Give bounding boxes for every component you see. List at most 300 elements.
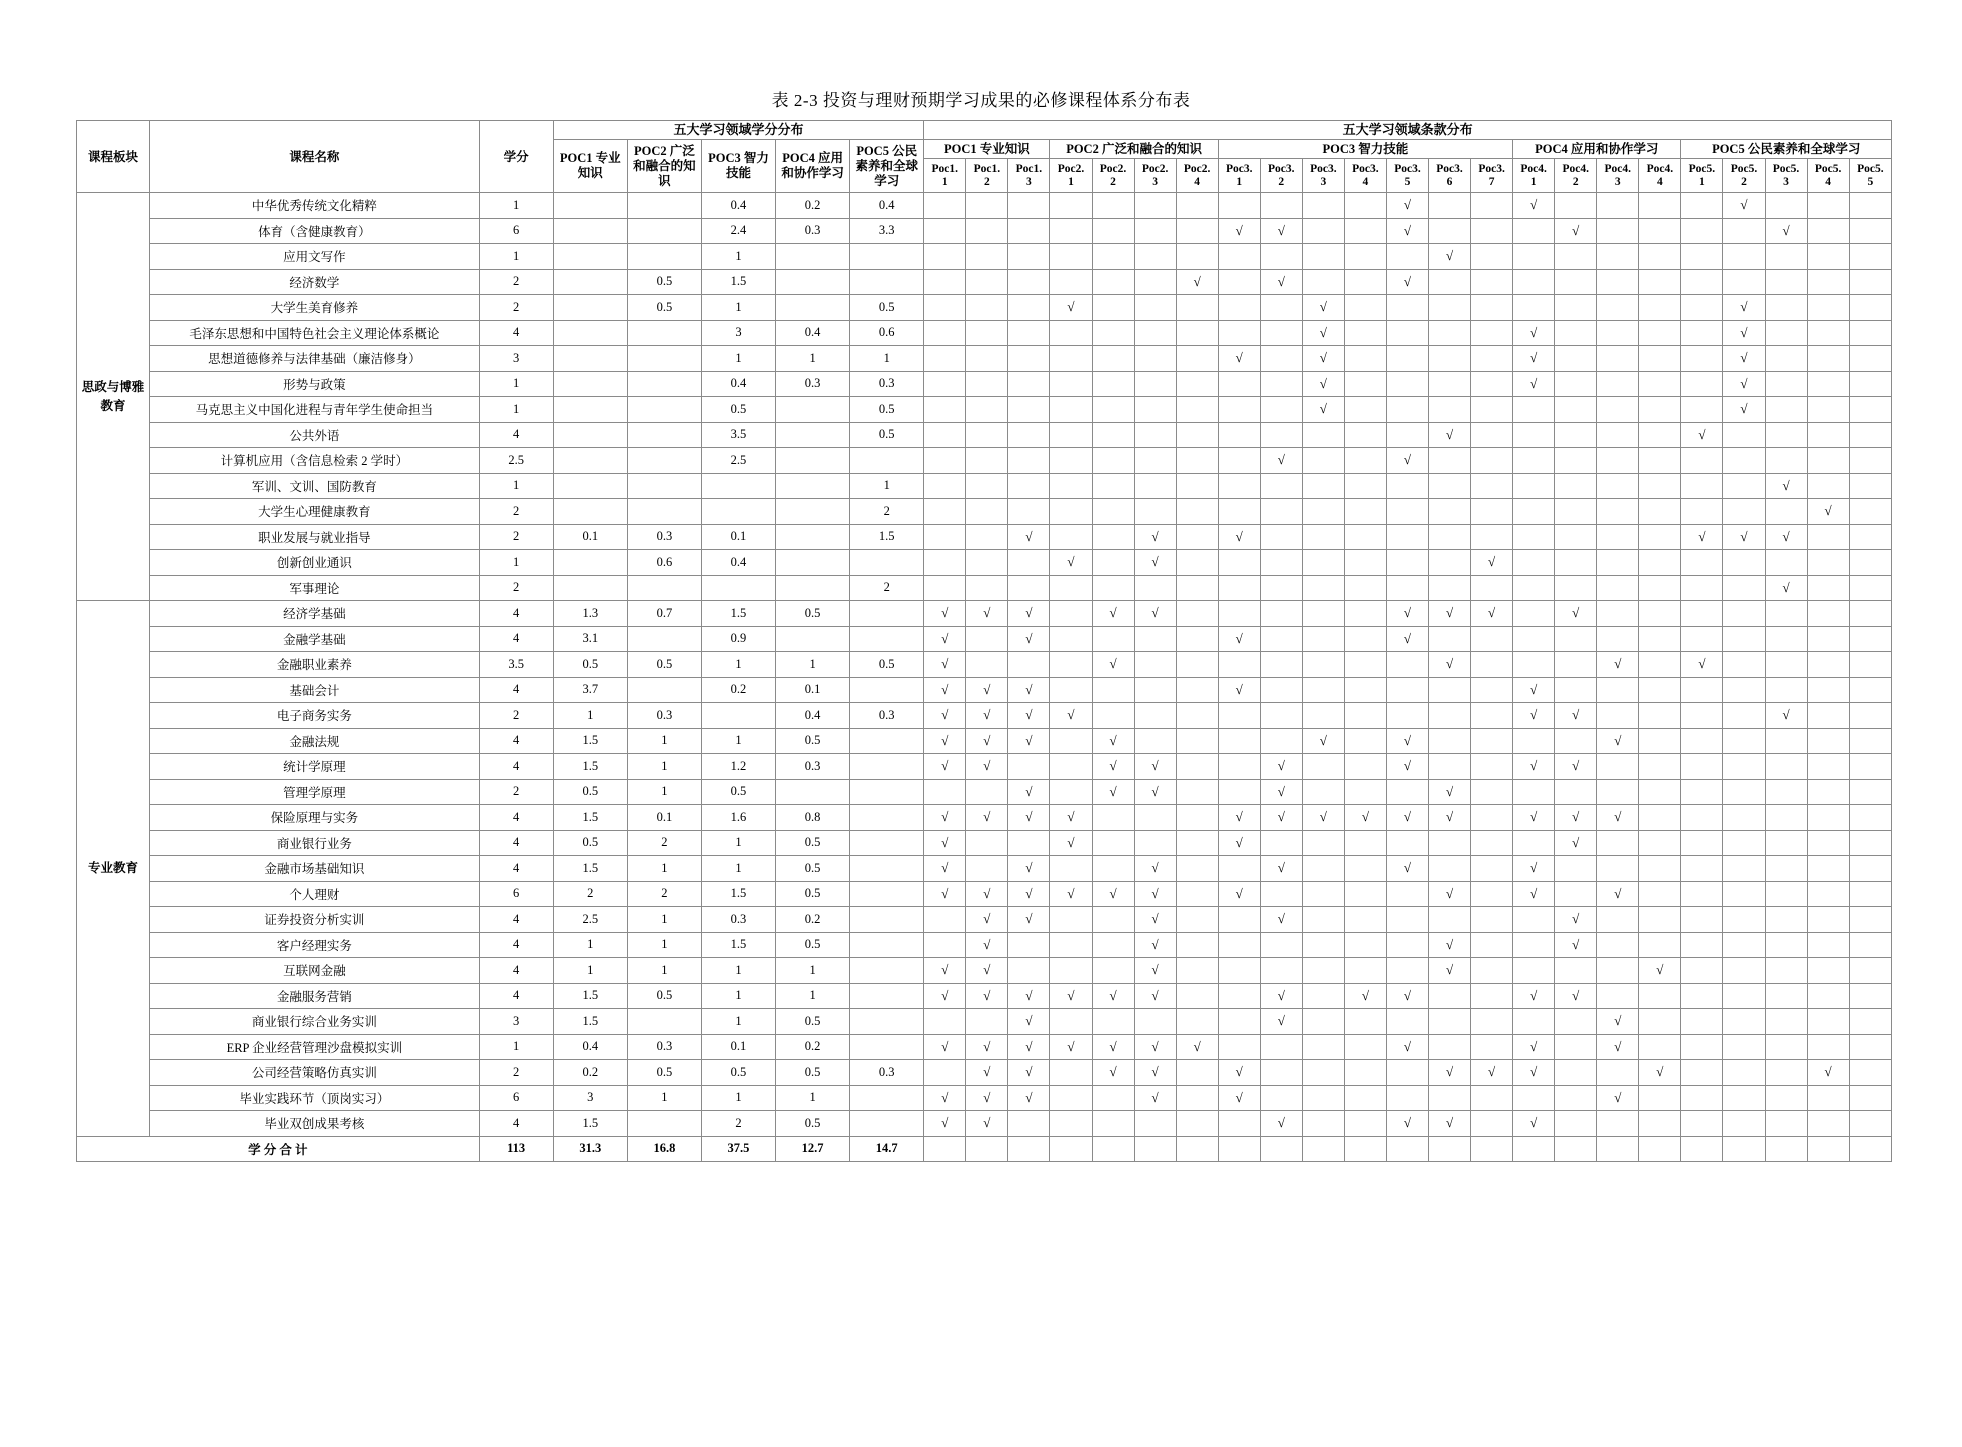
clause-cell: [1723, 1136, 1765, 1161]
check-mark: √: [966, 881, 1008, 907]
credit-poc4-cell: 0.1: [776, 677, 850, 703]
clause-cell: [1050, 856, 1092, 882]
check-mark: √: [1723, 397, 1765, 423]
clause-cell: [966, 830, 1008, 856]
credit-poc5-cell: [850, 550, 924, 576]
clause-cell: [1681, 499, 1723, 525]
clause-cell: [1765, 550, 1807, 576]
check-mark: √: [924, 830, 966, 856]
clause-cell: [1386, 550, 1428, 576]
clause-cell: [966, 371, 1008, 397]
credit-cell: 2: [479, 1060, 553, 1086]
check-mark: √: [1723, 295, 1765, 321]
clause-cell: [924, 193, 966, 219]
clause-cell: [1302, 1136, 1344, 1161]
clause-cell: [1555, 652, 1597, 678]
credit-poc5-cell: [850, 830, 924, 856]
table-row: [77, 907, 1892, 933]
credit-poc2-cell: [627, 193, 701, 219]
clause-cell: [1723, 499, 1765, 525]
credit-poc1-cell: [553, 550, 627, 576]
clause-cell: [966, 295, 1008, 321]
clause-cell: [1681, 626, 1723, 652]
check-mark: √: [1260, 218, 1302, 244]
credit-poc5-cell: [850, 881, 924, 907]
credit-poc2-cell: 1: [627, 958, 701, 984]
clause-cell: [1134, 575, 1176, 601]
course-name-cell: 个人理财: [150, 881, 480, 907]
clause-cell: [1471, 728, 1513, 754]
clause-cell: [1386, 397, 1428, 423]
clause-cell: [1386, 473, 1428, 499]
clause-cell: [1597, 346, 1639, 372]
clause-cell: [1302, 601, 1344, 627]
check-mark: √: [1681, 422, 1723, 448]
clause-cell: [1471, 983, 1513, 1009]
credit-poc5-cell: [850, 677, 924, 703]
total-credit: 113: [479, 1136, 553, 1161]
clause-cell: [1134, 193, 1176, 219]
clause-cell: [1849, 218, 1891, 244]
check-mark: √: [1429, 881, 1471, 907]
clause-cell: [924, 269, 966, 295]
credit-cell: 2: [479, 295, 553, 321]
credit-poc1-cell: 0.5: [553, 779, 627, 805]
clause-cell: [1176, 524, 1218, 550]
check-mark: √: [1513, 983, 1555, 1009]
clause-cell: [1008, 269, 1050, 295]
clause-cell: [1471, 473, 1513, 499]
clause-cell: [1260, 524, 1302, 550]
clause-cell: [1008, 958, 1050, 984]
clause-cell: [1218, 958, 1260, 984]
clause-cell: [1597, 269, 1639, 295]
credit-poc2-cell: 1: [627, 856, 701, 882]
check-mark: √: [1134, 983, 1176, 1009]
clause-cell: [1639, 1034, 1681, 1060]
clause-cell: [924, 575, 966, 601]
clause-cell: [1429, 448, 1471, 474]
clause-cell: [1849, 1111, 1891, 1137]
clause-cell: [1218, 499, 1260, 525]
check-mark: √: [1386, 1111, 1428, 1137]
clause-cell: [1218, 856, 1260, 882]
clause-cell: [1849, 1085, 1891, 1111]
check-mark: √: [924, 601, 966, 627]
clause-cell: [1218, 397, 1260, 423]
clause-cell: [1555, 626, 1597, 652]
clause-cell: [1849, 652, 1891, 678]
check-mark: √: [1302, 320, 1344, 346]
clause-cell: [924, 346, 966, 372]
clause-cell: [1134, 728, 1176, 754]
credit-poc1-cell: 1: [553, 958, 627, 984]
clause-cell: [1050, 958, 1092, 984]
clause-cell: [1849, 677, 1891, 703]
credit-cell: 4: [479, 422, 553, 448]
clause-cell: [1050, 626, 1092, 652]
clause-cell: [1639, 881, 1681, 907]
check-mark: √: [1134, 754, 1176, 780]
clause-cell: [1849, 1060, 1891, 1086]
check-mark: √: [1218, 1060, 1260, 1086]
course-name-cell: 证券投资分析实训: [150, 907, 480, 933]
credit-poc4-cell: [776, 397, 850, 423]
header-credit-poc1: POC1 专业知识: [553, 140, 627, 193]
check-mark: √: [1050, 983, 1092, 1009]
clause-cell: [1008, 295, 1050, 321]
clause-cell: [1807, 703, 1849, 729]
clause-cell: [1555, 448, 1597, 474]
clause-cell: [1176, 805, 1218, 831]
course-name-cell: 金融职业素养: [150, 652, 480, 678]
clause-cell: [1513, 958, 1555, 984]
clause-cell: [1092, 805, 1134, 831]
clause-cell: [1386, 422, 1428, 448]
clause-cell: [1807, 397, 1849, 423]
credit-poc5-cell: 0.5: [850, 652, 924, 678]
clause-cell: [1681, 1085, 1723, 1111]
header-clause-poc2-3: Poc2. 3: [1134, 159, 1176, 193]
clause-cell: [1471, 575, 1513, 601]
clause-cell: [1050, 244, 1092, 270]
clause-cell: [924, 499, 966, 525]
check-mark: √: [924, 703, 966, 729]
clause-cell: [1386, 1136, 1428, 1161]
clause-cell: [1134, 473, 1176, 499]
clause-cell: [1092, 703, 1134, 729]
clause-cell: [1176, 856, 1218, 882]
clause-cell: [1807, 626, 1849, 652]
clause-cell: [1555, 244, 1597, 270]
check-mark: √: [1555, 601, 1597, 627]
clause-cell: [1471, 907, 1513, 933]
check-mark: √: [924, 983, 966, 1009]
clause-cell: [1050, 371, 1092, 397]
clause-cell: [1807, 371, 1849, 397]
check-mark: √: [1386, 601, 1428, 627]
credit-cell: 2: [479, 779, 553, 805]
course-name-cell: ERP 企业经营管理沙盘模拟实训: [150, 1034, 480, 1060]
credit-poc3-cell: [701, 473, 775, 499]
check-mark: √: [1008, 1009, 1050, 1035]
clause-cell: [1807, 958, 1849, 984]
credit-poc1-cell: [553, 499, 627, 525]
check-mark: √: [1429, 244, 1471, 270]
check-mark: √: [1302, 728, 1344, 754]
clause-cell: [1050, 907, 1092, 933]
clause-cell: [1176, 499, 1218, 525]
clause-cell: [1176, 193, 1218, 219]
clause-cell: [1050, 218, 1092, 244]
check-mark: √: [1429, 932, 1471, 958]
clause-cell: [1849, 397, 1891, 423]
header-credit-poc2: POC2 广泛和融合的知识: [627, 140, 701, 193]
check-mark: √: [1765, 473, 1807, 499]
clause-cell: [1218, 244, 1260, 270]
clause-cell: [1092, 371, 1134, 397]
clause-cell: [1429, 524, 1471, 550]
credit-poc2-cell: [627, 320, 701, 346]
clause-cell: [1344, 677, 1386, 703]
check-mark: √: [1008, 907, 1050, 933]
clause-cell: [1260, 958, 1302, 984]
clause-cell: [1176, 1111, 1218, 1137]
clause-cell: [1092, 295, 1134, 321]
check-mark: √: [966, 983, 1008, 1009]
clause-cell: [1050, 499, 1092, 525]
clause-cell: [1765, 932, 1807, 958]
check-mark: √: [1134, 601, 1176, 627]
clause-cell: [1386, 499, 1428, 525]
credit-poc2-cell: 1: [627, 1085, 701, 1111]
clause-cell: [1597, 448, 1639, 474]
clause-cell: [1849, 932, 1891, 958]
clause-cell: [1681, 754, 1723, 780]
credit-poc2-cell: [627, 626, 701, 652]
credit-poc3-cell: 0.5: [701, 1060, 775, 1086]
total-row: [77, 1136, 1892, 1161]
clause-cell: [1429, 1085, 1471, 1111]
clause-cell: [1597, 193, 1639, 219]
check-mark: √: [1386, 1034, 1428, 1060]
clause-cell: [1597, 244, 1639, 270]
check-mark: √: [1513, 754, 1555, 780]
table-row: [77, 856, 1892, 882]
clause-cell: [1639, 983, 1681, 1009]
check-mark: √: [1597, 805, 1639, 831]
credit-cell: 4: [479, 983, 553, 1009]
credit-poc3-cell: 0.5: [701, 779, 775, 805]
credit-poc2-cell: 0.7: [627, 601, 701, 627]
clause-cell: [1555, 371, 1597, 397]
clause-cell: [1471, 856, 1513, 882]
clause-cell: [1344, 320, 1386, 346]
clause-cell: [1513, 550, 1555, 576]
clause-cell: [1008, 932, 1050, 958]
table-header: [77, 121, 1892, 193]
clause-cell: [1597, 754, 1639, 780]
clause-cell: [1176, 1060, 1218, 1086]
check-mark: √: [1386, 856, 1428, 882]
clause-cell: [1807, 779, 1849, 805]
clause-cell: [1555, 499, 1597, 525]
clause-cell: [1765, 193, 1807, 219]
check-mark: √: [1134, 524, 1176, 550]
clause-cell: [1429, 320, 1471, 346]
credit-poc2-cell: [627, 575, 701, 601]
check-mark: √: [1513, 1060, 1555, 1086]
clause-cell: [1260, 626, 1302, 652]
check-mark: √: [1218, 626, 1260, 652]
credit-poc2-cell: [627, 499, 701, 525]
clause-cell: [1807, 983, 1849, 1009]
clause-cell: [1429, 269, 1471, 295]
check-mark: √: [1092, 1034, 1134, 1060]
check-mark: √: [1050, 881, 1092, 907]
header-clause-poc2-1: Poc2. 1: [1050, 159, 1092, 193]
table-row: [77, 805, 1892, 831]
check-mark: √: [1555, 983, 1597, 1009]
clause-cell: [1723, 677, 1765, 703]
check-mark: √: [1008, 601, 1050, 627]
clause-cell: [1639, 575, 1681, 601]
credit-poc4-cell: [776, 524, 850, 550]
clause-cell: [1176, 371, 1218, 397]
clause-cell: [1513, 601, 1555, 627]
credit-poc1-cell: [553, 193, 627, 219]
clause-cell: [1092, 473, 1134, 499]
clause-cell: [1723, 422, 1765, 448]
clause-cell: [1302, 703, 1344, 729]
clause-cell: [1092, 907, 1134, 933]
table-row: [77, 830, 1892, 856]
credit-poc2-cell: 0.1: [627, 805, 701, 831]
clause-cell: [1807, 601, 1849, 627]
credit-poc5-cell: 0.6: [850, 320, 924, 346]
clause-cell: [1681, 703, 1723, 729]
credit-poc5-cell: [850, 1111, 924, 1137]
clause-cell: [1807, 422, 1849, 448]
clause-cell: [1723, 881, 1765, 907]
table-row: [77, 499, 1892, 525]
credit-poc5-cell: 1.5: [850, 524, 924, 550]
table-row: [77, 779, 1892, 805]
clause-cell: [1176, 448, 1218, 474]
credit-poc5-cell: 0.3: [850, 371, 924, 397]
check-mark: √: [1429, 422, 1471, 448]
credit-poc1-cell: 0.2: [553, 1060, 627, 1086]
clause-cell: [1849, 422, 1891, 448]
credit-poc5-cell: [850, 779, 924, 805]
clause-cell: [1513, 830, 1555, 856]
check-mark: √: [1513, 856, 1555, 882]
clause-cell: [1176, 626, 1218, 652]
table-row: [77, 218, 1892, 244]
check-mark: √: [1429, 958, 1471, 984]
clause-cell: [1344, 703, 1386, 729]
clause-cell: [1555, 1060, 1597, 1086]
clause-cell: [1302, 193, 1344, 219]
clause-cell: [1134, 320, 1176, 346]
clause-cell: [1260, 550, 1302, 576]
clause-cell: [1429, 295, 1471, 321]
header-clause-poc4-2: Poc4. 2: [1555, 159, 1597, 193]
clause-cell: [1344, 346, 1386, 372]
clause-cell: [1639, 295, 1681, 321]
check-mark: √: [1765, 524, 1807, 550]
clause-cell: [1597, 856, 1639, 882]
clause-cell: [1218, 473, 1260, 499]
credit-poc3-cell: 2: [701, 1111, 775, 1137]
header-clause-poc5-5: Poc5. 5: [1849, 159, 1891, 193]
clause-cell: [1555, 397, 1597, 423]
clause-cell: [1807, 830, 1849, 856]
course-name-cell: 公司经营策略仿真实训: [150, 1060, 480, 1086]
credit-poc2-cell: [627, 1009, 701, 1035]
credit-poc5-cell: [850, 958, 924, 984]
clause-cell: [1134, 448, 1176, 474]
clause-cell: [1639, 677, 1681, 703]
credit-poc1-cell: 2: [553, 881, 627, 907]
clause-cell: [1597, 677, 1639, 703]
credit-poc5-cell: 0.3: [850, 703, 924, 729]
clause-cell: [1260, 601, 1302, 627]
clause-cell: [1429, 677, 1471, 703]
check-mark: √: [924, 1085, 966, 1111]
credit-poc3-cell: 1: [701, 652, 775, 678]
clause-cell: [966, 269, 1008, 295]
clause-cell: [1386, 830, 1428, 856]
clause-cell: [1092, 346, 1134, 372]
clause-cell: [924, 550, 966, 576]
clause-cell: [1681, 269, 1723, 295]
clause-cell: [1260, 703, 1302, 729]
credit-poc1-cell: 0.4: [553, 1034, 627, 1060]
check-mark: √: [1218, 677, 1260, 703]
check-mark: √: [1513, 1111, 1555, 1137]
clause-cell: [1302, 677, 1344, 703]
course-name-cell: 商业银行业务: [150, 830, 480, 856]
table-row: [77, 626, 1892, 652]
clause-cell: [1134, 295, 1176, 321]
clause-cell: [1555, 346, 1597, 372]
clause-cell: [1008, 448, 1050, 474]
clause-cell: [1639, 320, 1681, 346]
clause-cell: [1008, 218, 1050, 244]
clause-cell: [1807, 1111, 1849, 1137]
credit-cell: 4: [479, 805, 553, 831]
credit-poc4-cell: 0.5: [776, 1060, 850, 1086]
check-mark: √: [1429, 601, 1471, 627]
course-name-cell: 保险原理与实务: [150, 805, 480, 831]
course-name-cell: 计算机应用（含信息检索 2 学时）: [150, 448, 480, 474]
clause-cell: [1050, 193, 1092, 219]
clause-cell: [1597, 626, 1639, 652]
check-mark: √: [1513, 193, 1555, 219]
clause-cell: [1050, 779, 1092, 805]
clause-cell: [1302, 958, 1344, 984]
clause-cell: [1555, 881, 1597, 907]
clause-cell: [1134, 422, 1176, 448]
clause-cell: [1218, 295, 1260, 321]
clause-cell: [1765, 1060, 1807, 1086]
credit-poc1-cell: [553, 218, 627, 244]
clause-cell: [1008, 371, 1050, 397]
header-credit-poc4: POC4 应用和协作学习: [776, 140, 850, 193]
clause-cell: [1218, 320, 1260, 346]
credit-poc1-cell: 1.5: [553, 856, 627, 882]
clause-cell: [1807, 448, 1849, 474]
clause-cell: [1807, 1009, 1849, 1035]
clause-cell: [1260, 728, 1302, 754]
clause-cell: [1597, 703, 1639, 729]
check-mark: √: [966, 907, 1008, 933]
clause-cell: [1639, 218, 1681, 244]
credit-poc1-cell: 1.5: [553, 754, 627, 780]
credit-cell: 4: [479, 320, 553, 346]
clause-cell: [1260, 1136, 1302, 1161]
clause-cell: [1681, 1060, 1723, 1086]
credit-poc3-cell: 1: [701, 1085, 775, 1111]
clause-cell: [1092, 1111, 1134, 1137]
clause-cell: [1765, 1034, 1807, 1060]
clause-cell: [1471, 448, 1513, 474]
check-mark: √: [1429, 1111, 1471, 1137]
clause-cell: [1765, 754, 1807, 780]
clause-cell: [1218, 422, 1260, 448]
check-mark: √: [1134, 1060, 1176, 1086]
